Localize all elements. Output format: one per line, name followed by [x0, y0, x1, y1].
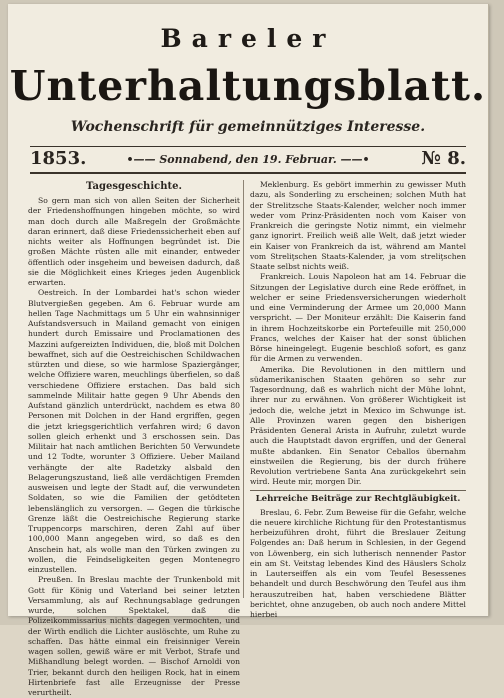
top-rule [30, 146, 466, 147]
ornament-left: •—— [126, 153, 160, 166]
article-paragraph: Amerika. Die Revolutionen in den mittlern und südamerikanischen Staaten gehören so sehr zur Tagesordnung, daß es wahrlich nicht der Mühe lohnt, ihrer nur zu erwähnen. Von größerer Wichtigkeit ist jedoch die, welche jetzt in Mexico im Schwunge ist. Alle Provinzen waren gegen den bisherigen Präsidenten General Arista in Aufruhr, zuletzt wurde auch die Hauptstadt davon ergriffen, und der General mußte abdanken. Ein Senator Ceballos übernahm einstweilen die Regierung, bis der durch frühere Revolution vertriebene Santa Ana zurückgekehrt sein wird. Heute mir, morgen Dir. [250, 364, 466, 487]
masthead-subtitle: Wochenschrift für gemeinnütziges Interesse. [70, 119, 426, 135]
article-paragraph: Meklenburg. Es gebört immerhin zu gewisser Muth dazu, als Sonderling zu erscheinen; solchen Muth hat der Strelitzsche Staats-Kalender, welcher noch immer weder vom Prinz-Präsidenten noch vom Kaiser von Frankreich die geringste Notiz nimmt, ein vielmehr ganz ignorirt. Freilich weiß alle Welt, daß jetzt wieder ein Kaiser von Frankreich da ist, während am Mantel vom Streliţschen Staats-Kalender, ja vom streliţschen Staate selbst nichts weiß. [250, 180, 466, 271]
section-heading-2: Lehrreiche Beiträge zur Rechtgläubigkeit. [250, 490, 466, 505]
masthead-town: Bareler [160, 24, 336, 53]
ornament-right: ——• [336, 153, 370, 166]
article-paragraph: Frankreich. Louis Napoleon hat am 14. Februar die Sitzungen der Legislative durch eine Rede eröffnet, in welcher er seine Friedensversicherungen wiederholt und eine Verminderung der Armee um 20,000 Mann verspricht. — Der Moniteur erzählt: Die Kaiserin fand in ihrem Hochzeitskorbe ein Portefeuille mit 250,000 Francs, welches der Kaiser hat der sonst üblichen Börse hineingelegt. Eugenie beschloß sofort, es ganz für die Armen zu verwenden. [250, 272, 466, 364]
masthead-title: Unterhaltungsblatt. [9, 62, 487, 110]
article-paragraph: Oestreich. In der Lombardei hat's schon wieder Blutvergießen gegeben. Am 6. Februar wurde am hellen Tage Nachmittags um 5 Uhr ein wahnsinniger Aufstandsversuch in Mailand gemacht von einigen hundert durch Emissaire und Proclamationen des Mazzini aufgereizten Individuen, die, bloß mit Dolchen bewaffnet, sich auf die Oestreichischen Schildwachen stürzten und diese, so wie harmlose Spaziergänger, welche Offiziere waren, meuchlings überfielen, so daß verschiedene Offiziere erstachen. Das bald sich sammelnde Militair hatte gegen 9 Uhr Abends den Aufstand gänzlich unterdrückt, nachdem es etwa 80 Personen mit Dolchen in der Hand ergriffen, gegen die jetzt kriegsgerichtlich verfahren wird; 6 davon sollen gleich erhenkt und 3 erschossen sein. Das Militair hat nach amtlichen Berichten 50 Verwundete und 12 Todte, worunter 3 Offiziere. Ueber Mailand verhängte der alte Radetzky alsbald den Belagerungszustand, ließ alle verdächtigen Fremden ausweisen und legte der Stadt auf, die verwundeten Soldaten, so wie die Familien der getödteten lebenslänglich zu versorgen. — Gegen die türkische Grenze läßt die Oestreichische Regierung starke Truppencorps marschiren, deren Zahl auf über 100,000 Mann angegeben wird, so daß es den Anschein hat, als wolle man den Türken zwingen zu wollen, die Feindseligkeiten gegen Montenegro einzustellen. [28, 288, 240, 574]
bottom-rule [30, 172, 466, 174]
issue-year: 1853. [30, 148, 87, 169]
article-paragraph: Preußen. In Breslau machte der Trunkenbold mit Gott für König und Vaterland bei seiner letzten Versammlung, als auf Rechnungsablage gedrungen wurde, solchen Spektakel, daß die Polizeikommissarius nichts dagegen vermochten, und der Wirth endlich die Lichter auslöschte, um Ruhe zu schaffen. Das hätte einmal ein freisinniger Verein wagen sollen, gewiß wäre er mit Verbot, Strafe und Mißhandlung belegt worden. — Bischof Arnoldi von Trier, bekannt durch den heiligen Rock, hat in einem Hirtenbriefe fast alle Erzeugnisse der Presse verurtheilt. [28, 575, 240, 697]
left-column [28, 180, 240, 698]
dateline [30, 149, 466, 171]
newspaper-page [8, 4, 489, 697]
article-paragraph: So gern man sich von allen Seiten der Sicherheit der Friedenshoffnungen hingeben möchte, so wird man doch durch alle Maßregeln der Großmächte daran erinnert, daß diese Friedenssicherheit eben auf nichts weiter als Hoffnungen begründet ist. Die großen Mächte rüsten alle mit einander, entweder öffentlich oder insgeheim und beweisen dadurch, daß sie die Möglichkeit eines Krieges jeden Augenblick erwarten. [28, 196, 240, 287]
article-paragraph: Breslau, 6. Febr. Zum Beweise für die Gefahr, welche die neuere kirchliche Richtung für den Protestantismus herbeizuführen droht, führt die Breslauer Zeitung Folgendes an: Daß herum in Schlesien, in der Gegend von Löwenberg, ein sich lutherisch nennender Pastor ein am St. Veitstag lebendes Kind des Häuslers Scholz in Lauterseiffen als ein vom Teufel Besessenes behandelt und durch Beschwörung den Teufel aus ihm herauszutreiben hat, haben verschiedene Blätter berichtet, ohne anzugeben, ob auch noch andere Mittel hierbei [250, 507, 466, 619]
section-heading: Tagesgeschichte. [86, 181, 182, 192]
issue-date [30, 153, 466, 166]
column-divider [243, 180, 244, 598]
issue-number: № 8. [421, 148, 466, 169]
issue-date-text: Sonnabend, den 19. Februar. [159, 153, 337, 166]
right-column [250, 180, 466, 620]
